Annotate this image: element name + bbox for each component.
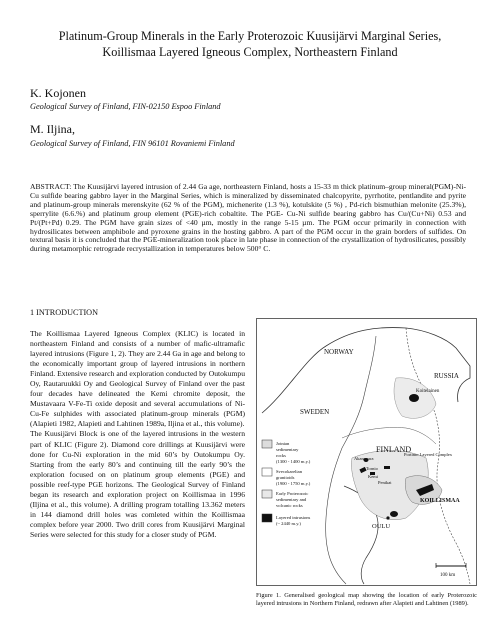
author-name-2: M. Iljina, (30, 122, 75, 136)
legend-swatch-jotnian (262, 440, 272, 448)
label-penikat: Penikat (378, 480, 392, 485)
legend-jotnian-3: rocks (276, 453, 286, 458)
title-line-2: Koillismaa Layered Igneous Complex, Northeastern Finland (102, 45, 398, 59)
legend-ep-2: sedimentary and (276, 497, 307, 502)
legend-sveco-1: Svecokarelian (276, 469, 303, 474)
legend-li-1: Layered intrusions (276, 515, 311, 520)
koitelainen-intrusion (409, 394, 419, 402)
label-russia: RUSSIA (434, 372, 459, 380)
section-heading: 1 INTRODUCTION (30, 308, 98, 317)
label-sweden: SWEDEN (300, 408, 330, 416)
geological-map-figure (256, 318, 477, 586)
label-tornio: Tornio (366, 466, 378, 471)
oulu-intrusion (390, 511, 398, 517)
label-akanvaara: Akanvaara (354, 456, 374, 461)
author-name-1: K. Kojonen (30, 86, 86, 100)
legend-ep-3: volcanic rocks (276, 503, 303, 508)
legend-swatch-early-proterozoic (262, 490, 272, 498)
scale-label: 100 km (440, 573, 456, 578)
paragraph-1: The Koillismaa Layered Igneous Complex (KLIC) is located in northeastern Finland and consists of a number of mafic-ultramafic layered intrusions (Figure 1, 2). They are 2.44 Ga in age and belong to the economically important group of layered intrusions in northern Finland. Extensive research and exploration conducted by Outokumpu Oy, Rautaruukki Oy and Geological Survey of Finland over the past four decades have delineated the Kemi chromite deposit, the Mustavaara V-Fe-Ti oxide deposit and several accumulations of Ni-Cu-Fe sulphides with associated platinum-group minerals (PGM)(Alapieti 1982, Alapieti and Lahtinen 1989a, Iljina et al., this volume). (30, 329, 245, 429)
legend-li-2: (~ 2440 m.y.) (276, 521, 301, 526)
author-affiliation-2: Geological Survey of Finland, FIN 96101 Rovaniemi Finland (30, 139, 235, 148)
label-kemi: Kemi (368, 474, 378, 479)
paper-title (30, 28, 470, 60)
body-column (30, 329, 245, 540)
legend-sveco-3: (1900 - 1750 m.y.) (276, 481, 311, 486)
label-koitelainen: Koitelainen (416, 389, 440, 394)
abstract: ABSTRACT: The Kuusijärvi layered intrusion of 2.44 Ga age, northeastern Finland, hosts a 15-33 m thick platinum–group mineral(PGM)-Ni-Cu sulfide bearing gabbro layer in the Marginal Series, which is mineralized by disseminated chalcopyrite, pyrrhotite, pentlandite and pyrite and platinum-group minerals merenskyite (62 % of the PGM), michenerite (1.3 %), kotulskite (5 %) , Pd-rich bismuthian melonite (25.3%), sperrylite (6.6.%) and platinum group element (PGE)-rich cobaltite. The PGE- Cu-Ni sulfide bearing gabbro has Cu/(Cu+Ni) 0.53 and Pt/(Pt+Pd) 0.29. The PGM have grain sizes of <40 µm, mostly in the range 5-15 µm. The PGM occur primarily in connection with hydrosilicates between amphibole and pyroxene grains in the hosting gabbro. A part of the PGM occur in the grain borders of sulfides. On textural basis it is concluded that the PGE-mineralization took place in late phase in connection of the crystallization of hydrosilicates, possibly during metamorphic retrograde recrystallization in temperatures below 500° C. (30, 182, 466, 254)
legend-sveco-2: granitoids (276, 475, 295, 480)
legend-ep-1: Early Proterozoic (276, 491, 309, 496)
title-line-1: Platinum-Group Minerals in the Early Proterozoic Kuusijärvi Marginal Series, (58, 29, 442, 43)
label-oulu: OULU (372, 523, 391, 530)
label-norway: NORWAY (324, 348, 354, 356)
label-koillismaa: KOILLISMAA (420, 498, 460, 504)
author-affiliation-1: Geological Survey of Finland, FIN-02150 Espoo Finland (30, 102, 221, 111)
legend-jotnian-4: (1300 - 1400 m.y.) (276, 459, 311, 464)
figure-caption: Figure 1. Generalised geological map showing the location of early Proterozoic layered intrusions in Northern Finland, redrawn after Alapieti and Lahtinen (1989). (256, 592, 477, 607)
paragraph-2: The Kuusijärvi Block is one of the layered intrusions in the western part of KLIC (Figure 2). Diamond core drillings at Kuusijärvi were done for Cu-Ni exploration in the mid 60’s by Outokumpu Oy. Starting from the early 80’s and continuing till the early 90’s the exploration focused on on platinum group elements (PGE) and possible reef-type PGE horizons. The Geological Survey of Finland began its research and exploration project on Koillismaa in 1996 (Iljina et al., this volume). A drilling program totalling 13.362 meters in 144 diamond drill holes was comleted within the Koillismaa complex before year 2000. Two drill cores from Kuusijärvi Marginal Series were selected for this study for a closer study of PGM. (30, 429, 245, 539)
legend-jotnian-1: Jotnian (276, 441, 290, 446)
portimo-intrusion (384, 466, 390, 469)
legend-jotnian-2: sedimentary (276, 447, 299, 452)
legend-swatch-layered-intrusions (262, 514, 272, 522)
label-portimo: Portimo Layered Complex (404, 452, 452, 457)
label-finland: FINLAND (376, 445, 412, 454)
legend-swatch-svecokarelian (262, 468, 272, 476)
oulu-city-marker (386, 516, 389, 519)
